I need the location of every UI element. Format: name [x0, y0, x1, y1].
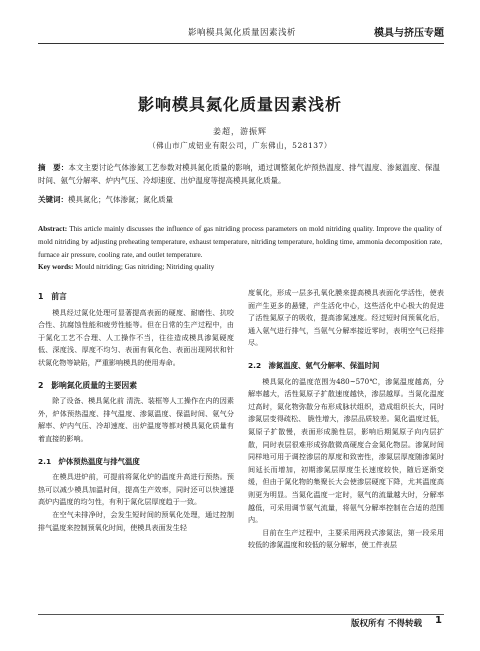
section-heading-1: 1 前言: [38, 292, 67, 301]
keywords-en: [38, 263, 442, 271]
affiliation: （佛山市广成铝业有限公司，广东佛山，528137）: [148, 141, 332, 150]
paragraph: 度氧化，形成一层多孔氧化膜来提高模具表面化学活性，使表面产生更多的悬键，产生活化中心，这些活化中心极大的促进了活性氮原子的吸收，提高渗氮速度。经过短时间预氧化后，通入氨气进行排气，当氨气分解率接近零时，表明空气已经排尽。: [248, 288, 444, 348]
section-heading-2: 2 影响氮化质量的主要因素: [38, 380, 137, 390]
page-number: 1: [435, 615, 442, 626]
authors: 姜超，游振辉: [213, 127, 267, 136]
footer-rule: [38, 614, 444, 615]
abstract-en: [38, 223, 442, 262]
keywords-en-label: Key words:: [38, 263, 74, 271]
abstract-en-text: This article mainly discusses the influence of gas nitriding process parameters on mold nitriding quality. Improve the quality of mold nitriding by adjusting preheating temperature, exhaust temperature, nitriding temperature, holding time, ammonia decomposition rate, furnace air pressure, cooling rate, and outlet temperature.: [38, 225, 442, 259]
paragraph: 目前在生产过程中，主要采用两段式渗氮法，第一段采用较低的渗氮温度和较低的氨分解率，使工件表层: [248, 527, 444, 550]
subsection-heading-2-2: 2.2 渗氮温度、氨气分解率、保温时间: [248, 360, 380, 370]
abstract-cn-label: 摘 要：: [38, 163, 69, 172]
keywords-cn-label: 关键词：: [38, 195, 68, 204]
keywords-cn-text: 模具氮化；气体渗氮；氮化质量: [68, 195, 173, 204]
copyright-notice: 版权所有 不得转载: [351, 619, 422, 629]
running-title: 影响模具氮化质量因素浅析: [188, 28, 297, 38]
keywords-en-text: Mould nitriding; Gas nitriding; Nitriding quality: [75, 263, 215, 271]
abstract-cn: [38, 162, 440, 187]
paragraph: 在空气未排净时，会发生短时间的预氧化处理，通过控制排气温度来控制预氧化时间，使模具表面发生轻: [38, 509, 234, 532]
left-column: [38, 285, 234, 534]
paragraph: 在模具进炉前，可提前将氮化炉的温度升高进行预热。预热可以减少模具加温时间，提高生产效率，同时还可以快速提高炉内温度的均匀性，有利于氮化层厚度趋于一致。: [38, 472, 234, 507]
header-rule: [38, 43, 444, 44]
paragraph: 模具氮化的温度范围为480~570℃，渗氮温度越高，分解率越大，活性氮原子扩散速度越快，渗层越厚。当氮化温度过高时，氮化物弥散分布形成脉状组织，造成组织长大，同时渗氮层变得疏松、 脆性增大，渗层品质较差。氮化温度过低，氮原子扩散慢，表面形成脆性层，影响后期氮原子向内层扩散，同时表层很难形成弥散微高硬度合金氮化物层。渗氮时间同样地可用于调控渗层的厚度和致密性，渗氮层厚度随渗氮时间延长而增加，初期渗氮层厚度生长速度较快，随后逐渐变缓，但由于氮化物的集聚长大会使渗层硬度下降，尤其温度高则更为明显。当氮化温度一定时，氨气的流量越大时，分解率越低，可采用调节氨气流量，将氨气分解率控制在合适的范围内。: [248, 376, 444, 525]
article-title: 影响模具氮化质量因素浅析: [137, 95, 342, 114]
keywords-cn: [38, 194, 440, 205]
right-column: [248, 287, 444, 552]
abstract-cn-text: 本文主要讨论气体渗氮工艺参数对模具氮化质量的影响，通过调整氮化炉预热温度、排气温度、渗氮温度、保温时间、氨气分解率、炉内气压、冷却速度、出炉温度等提高模具氮化质量。: [38, 163, 441, 185]
paragraph: 除了设备、模具氮化前 清洗、装框等人工操作在内的因素外，炉体预热温度、排气温度、渗氮温度、保温时间、氨气分解率、炉内气压、冷却速度、出炉温度等都对模具氮化质量有着直接的影响。: [38, 396, 234, 443]
subsection-heading-2-1: 2.1 炉体预热温度与排气温度: [38, 456, 140, 466]
running-header: [38, 24, 444, 40]
paragraph: 模具经过氮化处理可显著提高表面的硬度、耐磨性、抗咬合性、抗腐蚀性能和疲劳性能等。但在日常的生产过程中，由于氮化工艺不合理、人工操作不当，往往造成模具渗氮硬度低、深度浅、厚度不均匀、表面有氧化色、表面出现网状和针状氮化物等缺陷，严重影响模具的使用寿命。: [38, 307, 234, 367]
abstract-en-label: Abstract:: [38, 225, 68, 233]
section-name: 模具与挤压专题: [374, 28, 444, 39]
